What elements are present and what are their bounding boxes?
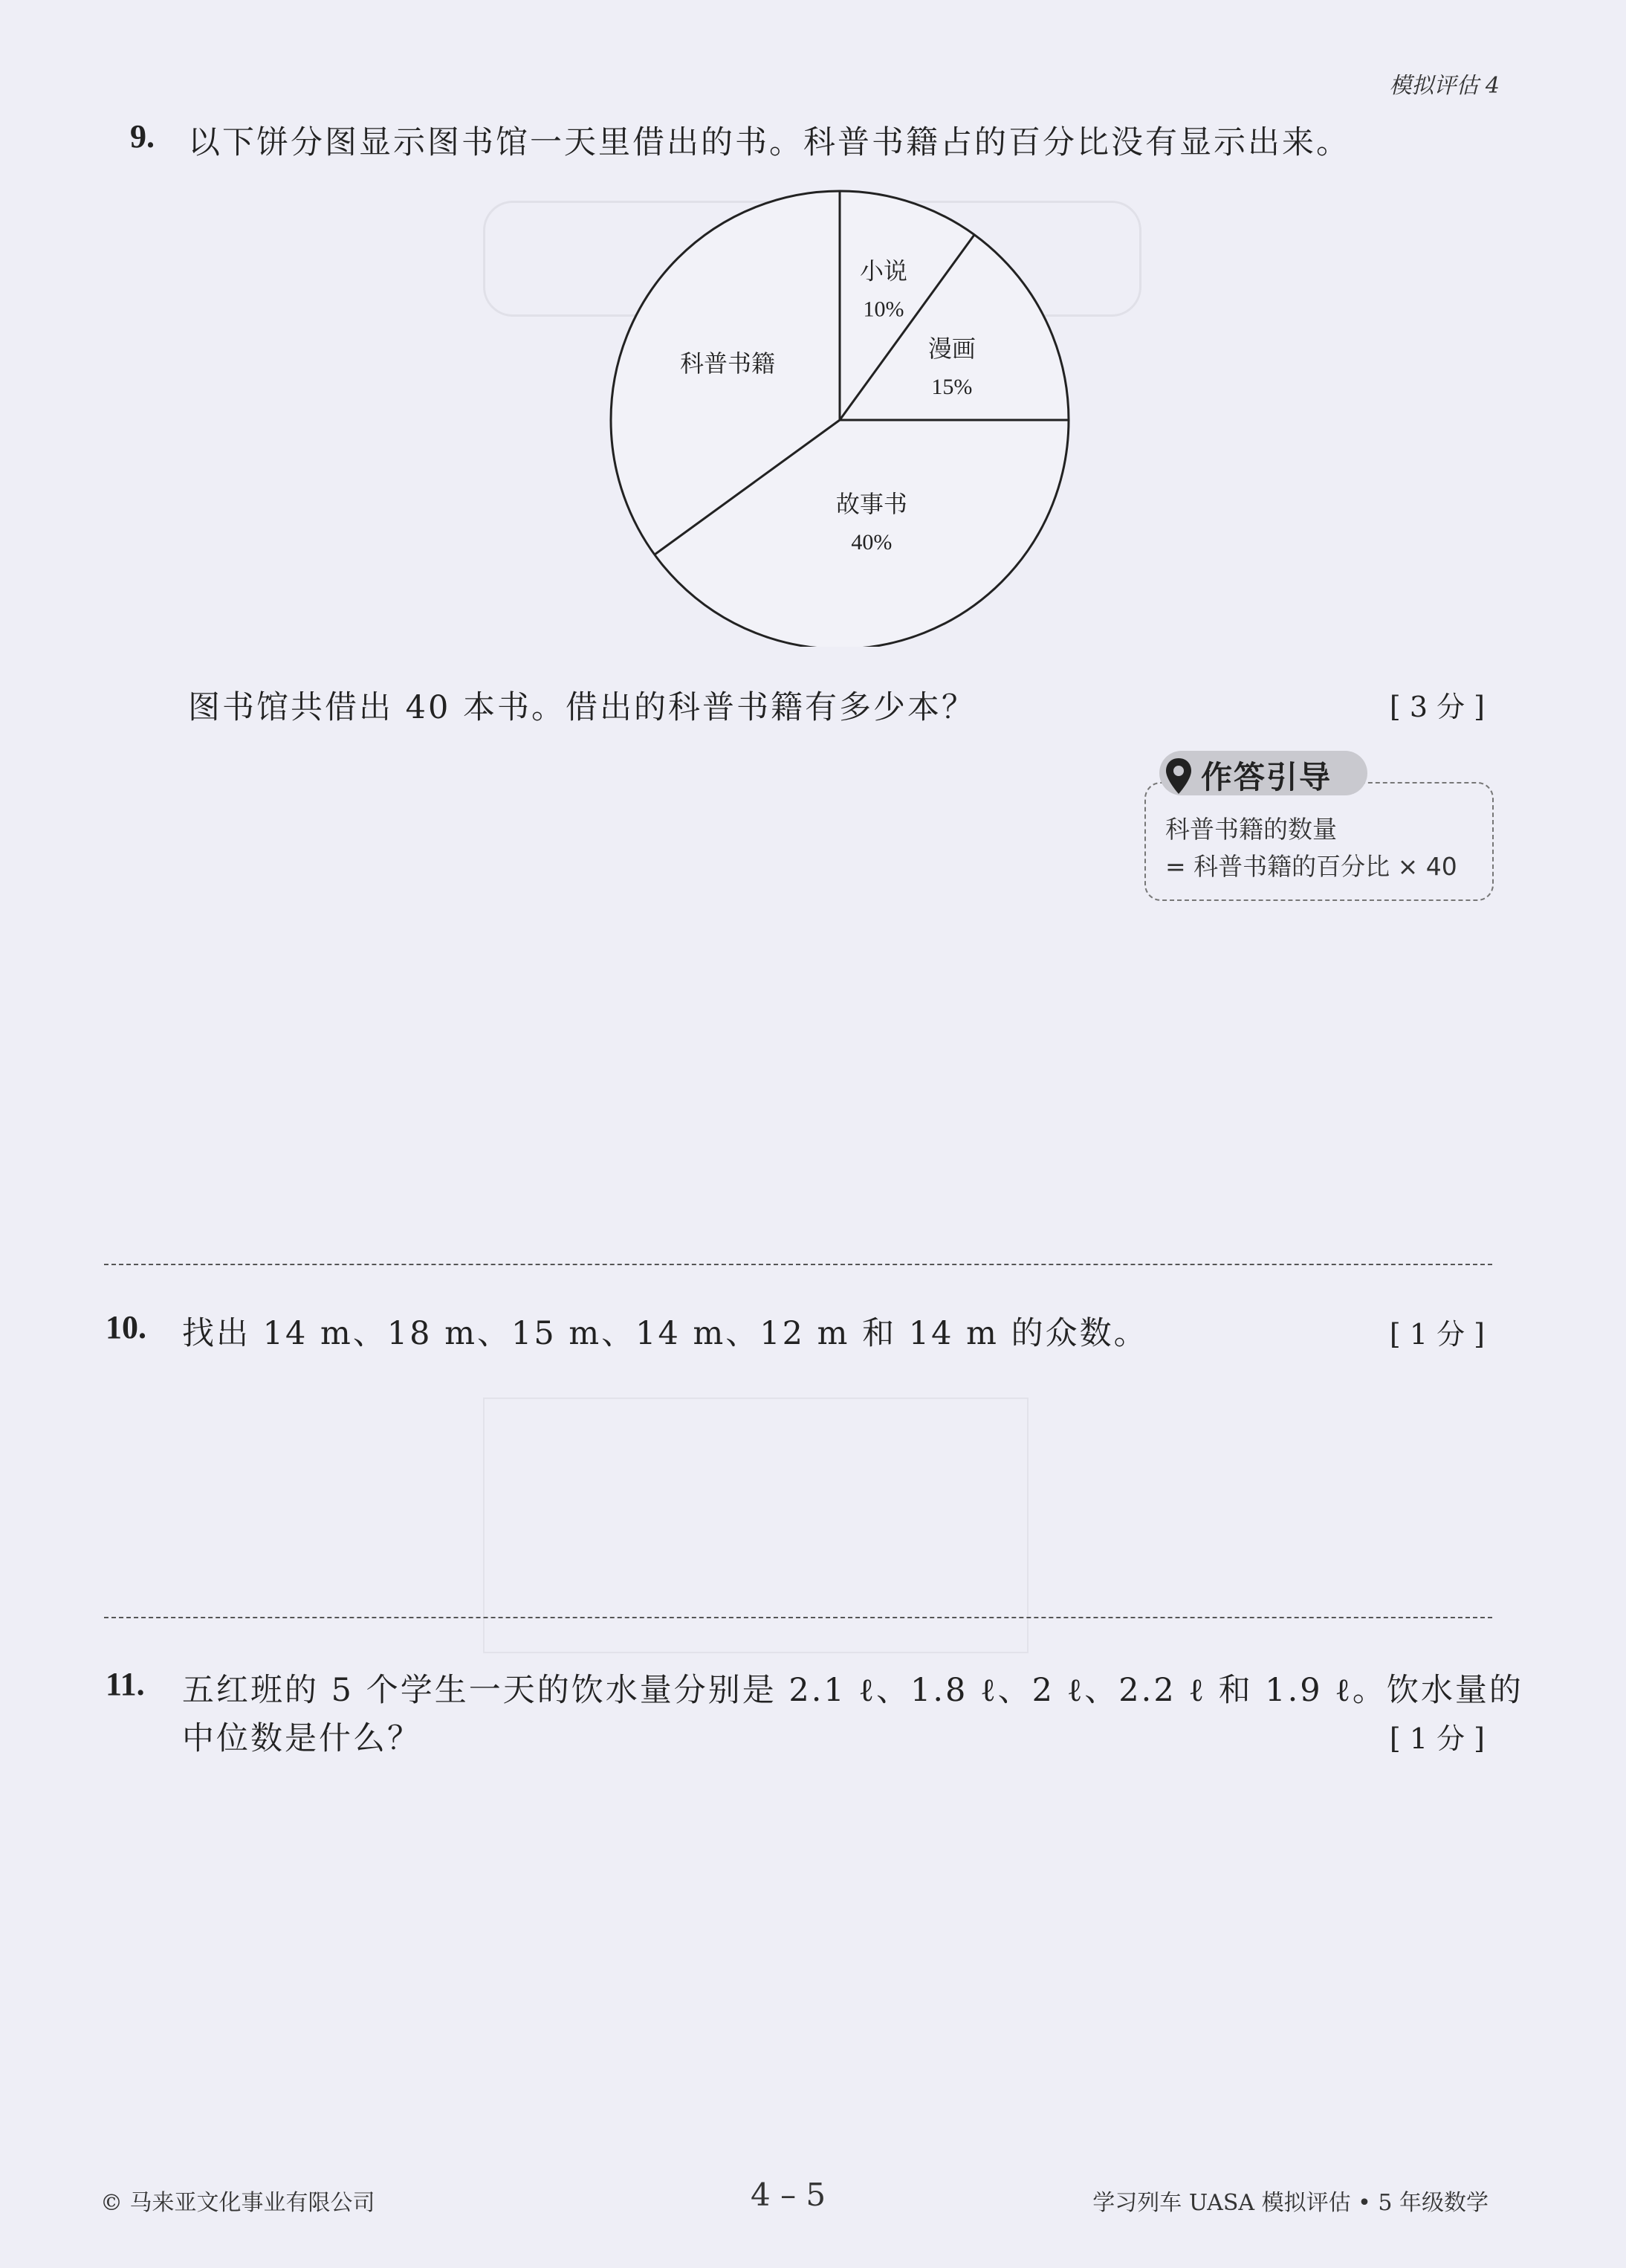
- footer-series: 学习列车 UASA 模拟评估 • 5 年级数学: [1092, 2190, 1489, 2216]
- assessment-tag: 模拟评估 4: [1389, 73, 1500, 99]
- footer-copyright: © 马来亚文化事业有限公司: [100, 2190, 375, 2216]
- q11-text-line-1: 五红班的 5 个学生一天的饮水量分别是 2.1 ℓ、1.8 ℓ、2 ℓ、2.2 ℓ 和 1.9 ℓ。饮水量的: [182, 1672, 1523, 1709]
- pie-slice-name: 小说: [860, 256, 908, 285]
- pie-chart: [602, 186, 1078, 647]
- pie-slice-name: 漫画: [927, 335, 976, 364]
- q9-number: 9.: [130, 118, 155, 155]
- section-divider: [104, 1617, 1492, 1618]
- q10-marks: [ 1 分 ]: [1389, 1318, 1485, 1351]
- q11-marks: [ 1 分 ]: [1389, 1722, 1485, 1755]
- q9-intro: 以下饼分图显示图书馆一天里借出的书。科普书籍占的百分比没有显示出来。: [188, 124, 1350, 161]
- pie-slice-percent: 10%: [863, 297, 904, 322]
- q9-marks: [ 3 分 ]: [1389, 691, 1485, 723]
- section-divider: [104, 1264, 1492, 1265]
- bleed-through-table: [483, 1398, 1029, 1653]
- location-pin-icon: [1164, 757, 1193, 795]
- pie-slice-percent: 15%: [931, 375, 973, 400]
- answer-guide-line-2: = 科普书籍的百分比 × 40: [1165, 852, 1457, 881]
- pie-slice-name: 科普书籍: [680, 349, 776, 378]
- answer-guide-title: 作答引导: [1201, 759, 1332, 795]
- q11-text-line-2: 中位数是什么？: [182, 1720, 421, 1757]
- pie-slice-name: 故事书: [835, 489, 907, 518]
- page-number: 4 – 5: [751, 2177, 826, 2213]
- q10-text: 找出 14 m、18 m、15 m、14 m、12 m 和 14 m 的众数。: [182, 1315, 1148, 1352]
- q10-number: 10.: [106, 1309, 146, 1345]
- answer-guide-line-1: 科普书籍的数量: [1165, 815, 1337, 844]
- q9-question: 图书馆共借出 40 本书。借出的科普书籍有多少本？: [188, 689, 976, 726]
- q11-number: 11.: [106, 1666, 145, 1702]
- pie-slice-percent: 40%: [851, 529, 893, 555]
